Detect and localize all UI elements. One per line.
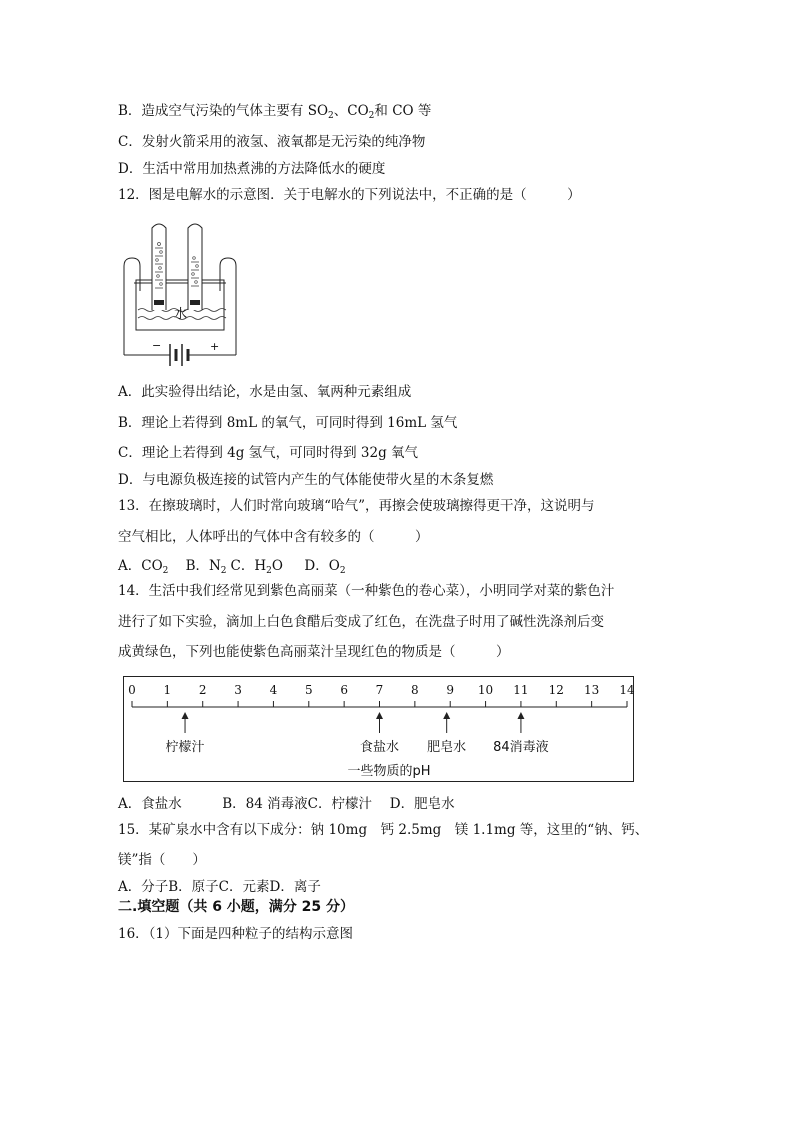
q11-option-b: B．造成空气污染的气体主要有 $SO_2$、$CO_2$和 CO 等 (118, 103, 432, 121)
q15-stem-line2: 镁”指（ ） (118, 852, 206, 868)
q12-stem: 12．图是电解水的示意图．关于电解水的下列说法中，不正确的是（ ） (118, 187, 581, 203)
ph-marker-arrowhead (376, 712, 383, 719)
negative-label: − (152, 339, 162, 352)
ph-tick-label: 2 (198, 683, 207, 697)
water-label: 水 (174, 307, 188, 322)
ph-tick-label: 0 (128, 683, 136, 697)
ph-marker-arrowhead (443, 712, 450, 719)
q16-stem: 16．（1）下面是四种粒子的结构示意图 (118, 926, 354, 942)
ph-tick-label: 12 (548, 683, 564, 697)
q12-option-d: D．与电源负极连接的试管内产生的气体能使带火星的木条复燃 (118, 472, 494, 488)
q11-option-d: D．生活中常用加热煮沸的方法降低水的硬度 (118, 161, 386, 177)
ph-tick-label: 14 (619, 683, 635, 697)
q13-stem-line1: 13．在擦玻璃时，人们时常向玻璃“哈气”，再擦会使玻璃擦得更干净，这说明与 (118, 498, 595, 514)
q11-option-c: C．发射火箭采用的液氢、液氧都是无污染的纯净物 (118, 134, 426, 150)
q13-options: A．$CO_2$ B．$N_2$ C．$H_2O$ D．$O_2$ (118, 558, 346, 576)
ph-tick-label: 1 (163, 683, 172, 697)
q14-options: A．食盐水 B．84 消毒液C．柠檬汁 D．肥皂水 (118, 796, 455, 812)
ph-caption: 一些物质的pH (347, 764, 431, 779)
ph-scale-svg (124, 677, 635, 783)
ph-marker-arrowhead (517, 712, 524, 719)
section-title: 二.填空题（共 6 小题，满分 25 分） (118, 899, 355, 915)
ph-tick-label: 8 (411, 683, 419, 697)
ph-tick-label: 7 (375, 683, 384, 697)
q15-options: A．分子B．原子C．元素D．离子 (118, 879, 321, 895)
ph-tick-label: 6 (340, 683, 348, 697)
q14-stem-line2: 进行了如下实验，滴加上白色食醋后变成了红色，在洗盘子时用了碱性洗涤剂后变 (118, 614, 604, 630)
ph-marker-label: 84消毒液 (493, 740, 549, 755)
q14-stem-line1: 14．生活中我们经常见到紫色高丽菜（一种紫色的卷心菜），小明同学对菜的紫色汁 (118, 583, 615, 599)
ph-marker-label: 肥皂水 (427, 740, 467, 755)
ph-tick-label: 4 (269, 683, 278, 697)
q12-option-a: A．此实验得出结论，水是由氢、氧两种元素组成 (118, 384, 412, 400)
ph-marker-arrowhead (182, 712, 189, 719)
ph-tick-label: 3 (234, 683, 242, 697)
ph-marker-label: 食盐水 (359, 740, 400, 755)
ph-tick-label: 5 (304, 683, 313, 697)
ph-marker-label: 柠檬汁 (165, 740, 205, 755)
ph-tick-label: 11 (513, 683, 529, 697)
positive-label: + (210, 340, 220, 353)
q14-stem-line3: 成黄绿色，下列也能使紫色高丽菜汁呈现红色的物质是（ ） (118, 644, 510, 660)
ph-tick-label: 13 (584, 683, 600, 697)
q13-stem-line2: 空气相比，人体呼出的气体中含有较多的（ ） (118, 529, 429, 545)
q12-option-c: C．理论上若得到 4g 氢气，可同时得到 32g 氧气 (118, 445, 419, 461)
ph-scale-figure (123, 676, 634, 782)
q12-option-b: B．理论上若得到 8mL 的氧气，可同时得到 16mL 氢气 (118, 415, 458, 431)
ph-tick-label: 9 (446, 683, 455, 697)
q15-stem-line1: 15．某矿泉水中含有以下成分：钠 10mg 钙 2.5mg 镁 1.1mg 等，这里的“钠、钙、 (118, 822, 649, 838)
ph-tick-label: 10 (477, 683, 494, 697)
electrolysis-diagram (118, 218, 242, 374)
